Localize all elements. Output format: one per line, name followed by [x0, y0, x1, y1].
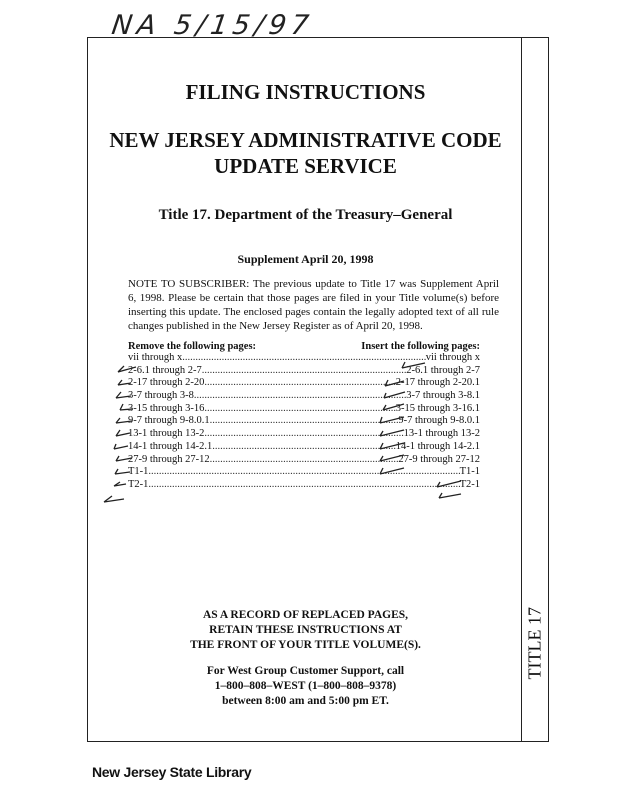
- check-mark-icon: [115, 469, 130, 474]
- check-mark-icon: [384, 392, 405, 398]
- insert-pages: 2-6.1 through 2-7: [406, 364, 480, 376]
- insert-pages: 3-7 through 3-8.1: [406, 390, 480, 402]
- check-mark-icon: [104, 496, 124, 502]
- check-mark-icon: [380, 443, 404, 449]
- remove-pages: 13-1 through 13-2: [128, 428, 205, 440]
- check-mark-icon: [383, 404, 404, 410]
- check-mark-icon: [116, 430, 130, 436]
- insert-pages: 9-7 through 9-8.0.1: [398, 415, 480, 427]
- remove-header: Remove the following pages:: [128, 341, 257, 352]
- remove-pages: 2-17 through 2-20: [128, 377, 205, 389]
- support-hours: between 8:00 am and 5:00 pm ET.: [222, 695, 389, 707]
- check-mark-icon: [380, 468, 404, 474]
- insert-header: Insert the following pages:: [361, 341, 480, 352]
- check-mark-icon: [116, 392, 131, 398]
- check-mark-icon: [114, 444, 128, 449]
- insert-pages: 13-1 through 13-2: [403, 428, 480, 440]
- check-mark-icon: [118, 366, 136, 372]
- supplement-date: Supplement April 20, 1998: [237, 252, 374, 266]
- remove-pages: 14-1 through 14-2.1: [128, 440, 213, 452]
- code-title-line2: UPDATE SERVICE: [214, 154, 397, 178]
- remove-pages: 9-7 through 9-8.0.1: [128, 415, 210, 427]
- check-mark-icon: [380, 455, 404, 461]
- remove-pages: vii through x: [128, 352, 183, 363]
- remove-pages: 3-15 through 3-16: [128, 402, 205, 414]
- title-subtitle: Title 17. Department of the Treasury–General: [158, 207, 453, 223]
- check-mark-icon: [439, 493, 461, 498]
- insert-pages: 2-17 through 2-20.1: [395, 377, 480, 389]
- handwritten-date-note: NA 5/15/97: [109, 10, 316, 41]
- footer-library-stamp: New Jersey State Library: [92, 764, 252, 780]
- check-mark-icon: [116, 456, 132, 461]
- remove-pages: T1-1: [128, 466, 149, 478]
- record-notice: [108, 608, 503, 653]
- insert-pages: vii through x: [425, 352, 480, 363]
- code-title-line1: NEW JERSEY ADMINISTRATIVE CODE: [109, 128, 502, 152]
- customer-support: [108, 664, 503, 709]
- insert-pages: 3-15 through 3-16.1: [395, 402, 480, 414]
- record-notice-line: AS A RECORD OF REPLACED PAGES,: [202, 609, 409, 621]
- check-mark-icon: [114, 482, 126, 486]
- tab-label: TITLE 17: [524, 607, 545, 680]
- record-notice-line: THE FRONT OF YOUR TITLE VOLUME(S).: [190, 639, 421, 651]
- insert-pages: T1-1: [459, 466, 480, 478]
- remove-pages: 3-7 through 3-8: [128, 390, 194, 402]
- support-line: For West Group Customer Support, call: [206, 665, 405, 677]
- check-mark-icon: [120, 404, 132, 410]
- check-mark-icon: [116, 418, 132, 423]
- remove-pages: T2-1: [128, 478, 149, 490]
- insert-pages: 27-9 through 27-12: [398, 453, 480, 465]
- check-mark-icon: [380, 430, 404, 436]
- page-title: FILING INSTRUCTIONS: [185, 80, 426, 104]
- check-mark-icon: [118, 380, 131, 385]
- support-phone: 1–800–808–WEST (1–800–808–9378): [214, 680, 397, 692]
- check-mark-icon: [437, 481, 461, 487]
- check-mark-icon: [402, 362, 425, 368]
- remove-pages: 27-9 through 27-12: [128, 453, 210, 465]
- check-mark-icon: [385, 380, 404, 386]
- insert-pages: 14-1 through 14-2.1: [395, 440, 480, 452]
- record-notice-line: RETAIN THESE INSTRUCTIONS AT: [209, 624, 402, 636]
- subscriber-note: NOTE TO SUBSCRIBER: The previous update to Title 17 was Supplement April 6, 1998. Please be certain that those pages are filed in your Title volume(s) before inserting this update. The enclosed pages contain the legally adopted text of all rule changes published in the New Jersey Register as of April 20, 1998.: [128, 278, 499, 332]
- remove-pages: 2-6.1 through 2-7: [128, 364, 202, 376]
- check-mark-icon: [380, 417, 404, 423]
- insert-pages: T2-1: [459, 478, 480, 490]
